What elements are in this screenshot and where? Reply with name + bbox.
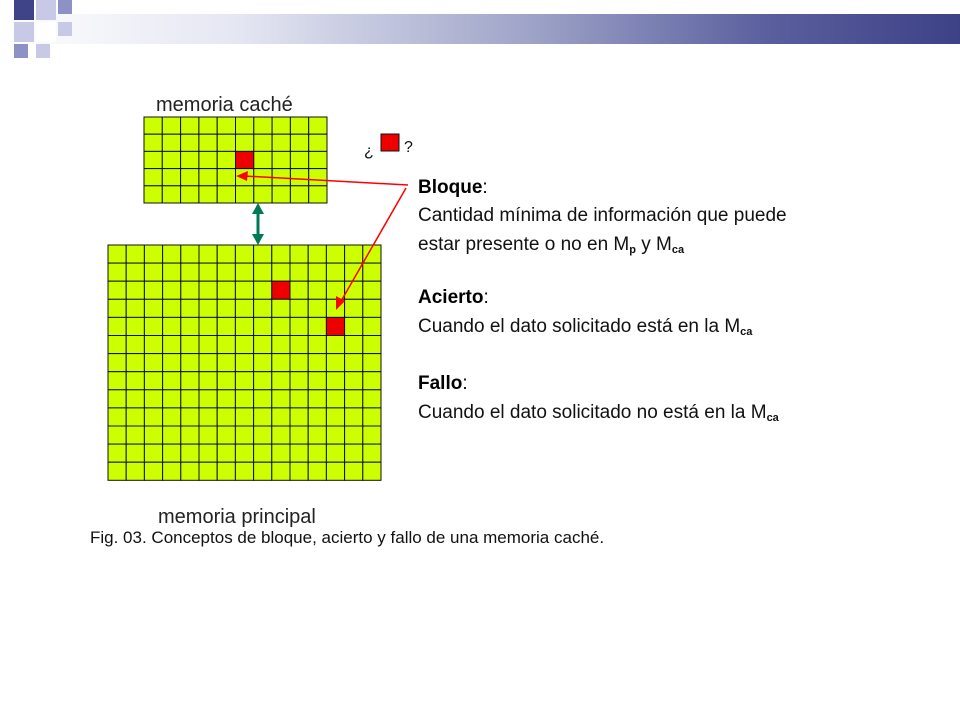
memory-cell: [290, 390, 308, 408]
memory-cell: [144, 281, 162, 299]
memory-cell: [290, 462, 308, 480]
definition-acierto-text: Cuando el dato solicitado está en la M: [418, 316, 741, 337]
memory-cell: [272, 299, 290, 317]
memory-cell: [181, 336, 199, 354]
memory-cell: [272, 134, 290, 151]
memory-cell: [290, 426, 308, 444]
question-open: ¿: [364, 143, 374, 160]
memory-cell: [217, 299, 235, 317]
memory-cell: [254, 408, 272, 426]
memory-cell: [144, 354, 162, 372]
memory-cell: [290, 372, 308, 390]
memory-cell: [326, 281, 344, 299]
memory-cell: [199, 299, 217, 317]
memory-cell: [217, 390, 235, 408]
memory-cell: [345, 317, 363, 335]
memory-cell: [308, 317, 326, 335]
colon: :: [462, 373, 468, 394]
memory-cell: [108, 263, 126, 281]
memory-cell: [163, 336, 181, 354]
memory-cell: [162, 186, 180, 203]
memory-cell: [199, 117, 217, 134]
memory-cell: [308, 390, 326, 408]
memory-cell: [363, 390, 381, 408]
memory-cell: [181, 151, 199, 168]
memory-cell: [290, 444, 308, 462]
memory-cell: [309, 117, 327, 134]
memory-cell: [217, 354, 235, 372]
memory-cell: [345, 245, 363, 263]
memory-cell: [144, 151, 162, 168]
main-memory-label: memoria principal: [158, 506, 316, 528]
memory-cell: [199, 408, 217, 426]
memory-cell: [308, 263, 326, 281]
memory-cell: [326, 372, 344, 390]
memory-cell: [181, 390, 199, 408]
memory-cell: [108, 281, 126, 299]
memory-cell: [181, 317, 199, 335]
memory-cell: [254, 151, 272, 168]
memory-cell: [163, 281, 181, 299]
memory-cell: [144, 245, 162, 263]
memory-cell: [363, 372, 381, 390]
memory-cell: [345, 372, 363, 390]
colon: :: [482, 177, 488, 198]
definition-bloque-join: y M: [635, 234, 672, 255]
memory-cell: [235, 336, 253, 354]
definition-fallo-text: Cuando el dato solicitado no está en la M: [418, 402, 767, 423]
memory-cell: [181, 408, 199, 426]
memory-cell: [272, 390, 290, 408]
memory-cell: [290, 354, 308, 372]
memory-cell: [363, 299, 381, 317]
memory-cell: [363, 426, 381, 444]
memory-cell: [108, 426, 126, 444]
memory-cell: [126, 336, 144, 354]
memory-cell: [108, 390, 126, 408]
memory-cell: [326, 444, 344, 462]
memory-cell: [308, 372, 326, 390]
memory-cell: [290, 336, 308, 354]
memory-cell: [181, 117, 199, 134]
memory-cell: [363, 336, 381, 354]
memory-cell: [181, 444, 199, 462]
memory-cell: [217, 151, 235, 168]
memory-cell: [163, 317, 181, 335]
memory-cell: [326, 390, 344, 408]
memory-cell: [326, 426, 344, 444]
block-cell: [272, 281, 290, 299]
memory-cell: [308, 408, 326, 426]
term-fallo: [418, 373, 468, 395]
memory-cell: [162, 169, 180, 186]
memory-cell: [254, 462, 272, 480]
definition-bloque-line-1: Cantidad mínima de información que puede: [418, 205, 787, 226]
memory-cell: [308, 281, 326, 299]
memory-cell: [345, 462, 363, 480]
memory-cell: [163, 462, 181, 480]
memory-cell: [217, 444, 235, 462]
memory-cell: [272, 151, 290, 168]
term-fallo-label: Fallo: [418, 373, 463, 394]
memory-cell: [217, 462, 235, 480]
memory-cell: [308, 299, 326, 317]
memory-cell: [217, 317, 235, 335]
memory-cell: [126, 426, 144, 444]
memory-cell: [254, 354, 272, 372]
definition-bloque-text: estar presente o no en M: [418, 234, 630, 255]
memory-cell: [199, 317, 217, 335]
memory-cell: [290, 245, 308, 263]
memory-cell: [345, 390, 363, 408]
memory-cell: [254, 444, 272, 462]
memory-cell: [363, 354, 381, 372]
memory-cell: [126, 462, 144, 480]
memory-cell: [290, 263, 308, 281]
memory-cell: [199, 372, 217, 390]
memory-cell: [235, 281, 253, 299]
memory-cell: [108, 408, 126, 426]
memory-cell: [308, 245, 326, 263]
memory-cell: [290, 134, 308, 151]
memory-cell: [290, 169, 308, 186]
subscript-ca: ca: [740, 326, 753, 338]
memory-cell: [199, 462, 217, 480]
cache-memory-grid: [144, 117, 327, 203]
memory-cell: [217, 426, 235, 444]
definition-fallo: [418, 398, 779, 433]
memory-cell: [199, 281, 217, 299]
memory-cell: [108, 444, 126, 462]
memory-cell: [126, 444, 144, 462]
memory-cell: [236, 117, 254, 134]
memory-cell: [199, 390, 217, 408]
main-memory-grid: [108, 245, 381, 480]
memory-cell: [126, 372, 144, 390]
memory-cell: [163, 263, 181, 281]
memory-cell: [235, 245, 253, 263]
memory-cell: [163, 245, 181, 263]
memory-cell: [181, 372, 199, 390]
memory-cell: [363, 263, 381, 281]
memory-cell: [345, 426, 363, 444]
memory-cell: [199, 263, 217, 281]
memory-cell: [290, 117, 308, 134]
memory-cell: [235, 462, 253, 480]
memory-cell: [254, 263, 272, 281]
memory-cell: [309, 169, 327, 186]
memory-cell: [217, 117, 235, 134]
memory-cell: [235, 426, 253, 444]
memory-cell: [144, 186, 162, 203]
memory-cell: [217, 186, 235, 203]
memory-cell: [326, 263, 344, 281]
memory-cell: [308, 426, 326, 444]
memory-cell: [163, 390, 181, 408]
memory-cell: [345, 354, 363, 372]
memory-cell: [254, 299, 272, 317]
memory-cell: [254, 372, 272, 390]
definition-acierto: [418, 312, 752, 347]
memory-cell: [163, 408, 181, 426]
memory-cell: [199, 444, 217, 462]
memory-cell: [363, 317, 381, 335]
memory-cell: [236, 134, 254, 151]
memory-cell: [181, 169, 199, 186]
memory-cell: [272, 372, 290, 390]
memory-cell: [235, 372, 253, 390]
memory-cell: [290, 186, 308, 203]
memory-cell: [181, 299, 199, 317]
figure-caption: Fig. 03. Conceptos de bloque, acierto y fallo de una memoria caché.: [90, 528, 605, 547]
memory-cell: [144, 263, 162, 281]
memory-cell: [326, 408, 344, 426]
memory-cell: [363, 462, 381, 480]
memory-cell: [345, 444, 363, 462]
memory-cell: [217, 408, 235, 426]
transfer-arrow: [252, 203, 264, 245]
term-acierto-label: Acierto: [418, 287, 484, 308]
memory-cell: [309, 151, 327, 168]
colon: :: [483, 287, 489, 308]
memory-cell: [254, 317, 272, 335]
memory-cell: [326, 354, 344, 372]
memory-cell: [126, 299, 144, 317]
block-cell: [236, 151, 254, 168]
memory-cell: [163, 444, 181, 462]
memory-cell: [163, 354, 181, 372]
memory-cell: [363, 281, 381, 299]
term-bloque: [418, 177, 488, 199]
memory-cell: [163, 426, 181, 444]
definition-bloque: [418, 201, 787, 265]
memory-cell: [217, 134, 235, 151]
memory-cell: [235, 444, 253, 462]
term-acierto: [418, 287, 489, 309]
memory-cell: [144, 462, 162, 480]
memory-cell: [345, 336, 363, 354]
memory-cell: [217, 169, 235, 186]
memory-cell: [254, 117, 272, 134]
memory-cell: [272, 426, 290, 444]
memory-cell: [308, 336, 326, 354]
memory-cell: [326, 462, 344, 480]
memory-cell: [181, 186, 199, 203]
memory-cell: [144, 408, 162, 426]
memory-cell: [163, 299, 181, 317]
memory-cell: [272, 462, 290, 480]
cache-memory-label: memoria caché: [156, 94, 293, 116]
memory-cell: [181, 462, 199, 480]
memory-cell: [181, 281, 199, 299]
memory-cell: [108, 354, 126, 372]
memory-cell: [290, 281, 308, 299]
memory-cell: [308, 444, 326, 462]
memory-cell: [144, 390, 162, 408]
memory-cell: [144, 299, 162, 317]
memory-cell: [235, 408, 253, 426]
memory-cell: [108, 317, 126, 335]
memory-cell: [235, 390, 253, 408]
memory-cell: [272, 408, 290, 426]
memory-cell: [126, 281, 144, 299]
memory-cell: [144, 444, 162, 462]
memory-cell: [108, 245, 126, 263]
memory-cell: [162, 117, 180, 134]
memory-cell: [363, 408, 381, 426]
memory-cell: [144, 372, 162, 390]
memory-cell: [199, 354, 217, 372]
memory-cell: [326, 336, 344, 354]
memory-cell: [108, 336, 126, 354]
memory-cell: [126, 245, 144, 263]
memory-cell: [254, 186, 272, 203]
memory-cell: [254, 336, 272, 354]
memory-cell: [126, 354, 144, 372]
block-cell: [326, 317, 344, 335]
memory-cell: [199, 186, 217, 203]
memory-cell: [199, 169, 217, 186]
memory-cell: [108, 299, 126, 317]
memory-cell: [308, 462, 326, 480]
subscript-ca: ca: [766, 412, 779, 424]
term-bloque-label: Bloque: [418, 177, 483, 198]
memory-cell: [144, 169, 162, 186]
memory-cell: [217, 245, 235, 263]
definition-bloque-line-2: [418, 230, 787, 265]
memory-cell: [199, 134, 217, 151]
legend-block-square: [381, 134, 399, 151]
memory-cell: [217, 263, 235, 281]
memory-cell: [126, 317, 144, 335]
memory-cell: [254, 281, 272, 299]
memory-cell: [272, 245, 290, 263]
memory-cell: [290, 299, 308, 317]
memory-cell: [162, 134, 180, 151]
memory-cell: [217, 336, 235, 354]
memory-cell: [272, 263, 290, 281]
memory-cell: [272, 317, 290, 335]
memory-cell: [290, 151, 308, 168]
memory-cell: [181, 263, 199, 281]
memory-cell: [181, 426, 199, 444]
memory-cell: [144, 117, 162, 134]
memory-cell: [199, 245, 217, 263]
memory-cell: [290, 408, 308, 426]
memory-cell: [108, 372, 126, 390]
memory-cell: [309, 186, 327, 203]
memory-cell: [144, 336, 162, 354]
memory-cell: [254, 245, 272, 263]
memory-cell: [272, 117, 290, 134]
subscript-ca: ca: [671, 244, 685, 256]
memory-cell: [309, 134, 327, 151]
memory-cell: [126, 408, 144, 426]
memory-cell: [181, 354, 199, 372]
memory-cell: [254, 426, 272, 444]
memory-cell: [345, 299, 363, 317]
memory-cell: [235, 263, 253, 281]
memory-cell: [162, 151, 180, 168]
memory-cell: [181, 245, 199, 263]
memory-cell: [126, 390, 144, 408]
memory-cell: [272, 444, 290, 462]
memory-cell: [272, 186, 290, 203]
subscript-p: p: [629, 244, 636, 256]
memory-cell: [217, 281, 235, 299]
memory-cell: [108, 462, 126, 480]
memory-cell: [199, 151, 217, 168]
memory-cell: [217, 372, 235, 390]
memory-cell: [272, 336, 290, 354]
question-close: ?: [404, 139, 413, 156]
memory-cell: [235, 299, 253, 317]
memory-cell: [144, 317, 162, 335]
memory-cell: [144, 134, 162, 151]
memory-cell: [363, 444, 381, 462]
memory-cell: [254, 134, 272, 151]
memory-cell: [199, 426, 217, 444]
memory-cell: [326, 245, 344, 263]
memory-cell: [235, 317, 253, 335]
memory-cell: [199, 336, 217, 354]
memory-cell: [345, 408, 363, 426]
memory-cell: [181, 134, 199, 151]
memory-cell: [126, 263, 144, 281]
memory-cell: [235, 354, 253, 372]
memory-cell: [290, 317, 308, 335]
memory-cell: [308, 354, 326, 372]
memory-cell: [254, 390, 272, 408]
memory-cell: [236, 186, 254, 203]
memory-cell: [144, 426, 162, 444]
memory-cell: [272, 354, 290, 372]
memory-cell: [163, 372, 181, 390]
